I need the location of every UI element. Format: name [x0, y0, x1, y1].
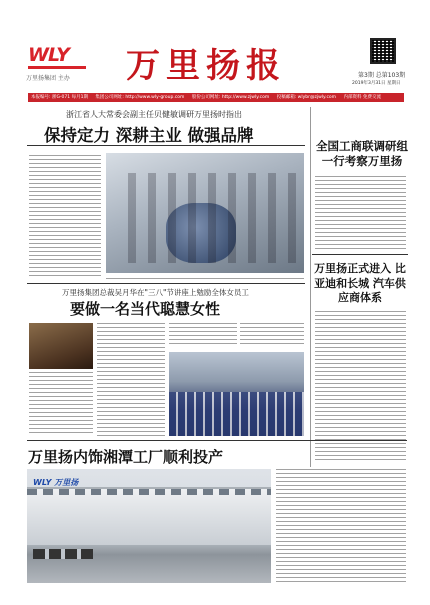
- divider: [27, 283, 305, 284]
- divider: [27, 145, 305, 146]
- factory-photo: [27, 469, 271, 583]
- article1-body: [29, 155, 101, 277]
- issue-number: 第3期 总第103期: [358, 72, 406, 79]
- article1-kicker: 浙江省人大常委会副主任贝健敏调研万里扬时指出: [66, 110, 242, 119]
- article3-body-col3: [169, 323, 237, 347]
- info-item: 本报编号: 浙G-071 每月1期: [31, 95, 88, 100]
- logo-text: WLY: [28, 44, 69, 66]
- company-logo: [28, 44, 88, 66]
- article5-body: [276, 469, 406, 583]
- article5-headline: 万里扬内饰湘潭工厂顺利投产: [28, 448, 224, 466]
- article3-kicker: 万里扬集团总裁吴月华在"三八"节讲座上勉励全体女员工: [62, 288, 249, 297]
- factory-building: [27, 487, 271, 545]
- newspaper-title: 万里扬报: [126, 46, 286, 86]
- photo-caption: [106, 278, 304, 280]
- article2-headline: 全国工商联调研组 一行考察万里扬: [316, 139, 408, 168]
- divider: [27, 440, 407, 441]
- article3-body-col2: [97, 323, 165, 436]
- logo-underline: [28, 66, 86, 69]
- article3-audience-photo: [169, 352, 304, 436]
- column-divider: [310, 107, 311, 467]
- logo-subtitle: 万里扬集团 主办: [26, 75, 70, 82]
- visitors-group: [116, 173, 296, 263]
- publish-date: 2019年3月31日 星期日: [352, 81, 401, 86]
- info-item: 集团公司网址: http://www.wly-group.com: [95, 95, 185, 100]
- info-item: 股份公司网址: http://www.zjwly.com: [191, 95, 270, 100]
- factory-windows: [27, 489, 271, 495]
- info-item: 投稿邮箱: wlybr@zjwly.com: [276, 95, 337, 100]
- parked-cars: [33, 549, 93, 559]
- article1-photo: [106, 153, 304, 273]
- info-item: 内部资料 免费交流: [343, 95, 381, 100]
- audience-rows: [169, 392, 304, 436]
- divider: [312, 254, 408, 255]
- article3-body-col1: [29, 372, 93, 436]
- article3-portrait-photo: [29, 323, 93, 369]
- article3-headline: 要做一名当代聪慧女性: [70, 300, 221, 318]
- article1-headline: 保持定力 深耕主业 做强品牌: [44, 126, 254, 145]
- article2-body: [315, 176, 406, 250]
- qr-code-icon: [370, 38, 396, 64]
- info-bar: [28, 93, 404, 102]
- factory-logo: WLY 万里扬: [33, 478, 79, 487]
- article3-body-col4: [240, 323, 304, 347]
- article4-headline: 万里扬正式进入 比亚迪和长城 汽车供应商体系: [314, 262, 406, 304]
